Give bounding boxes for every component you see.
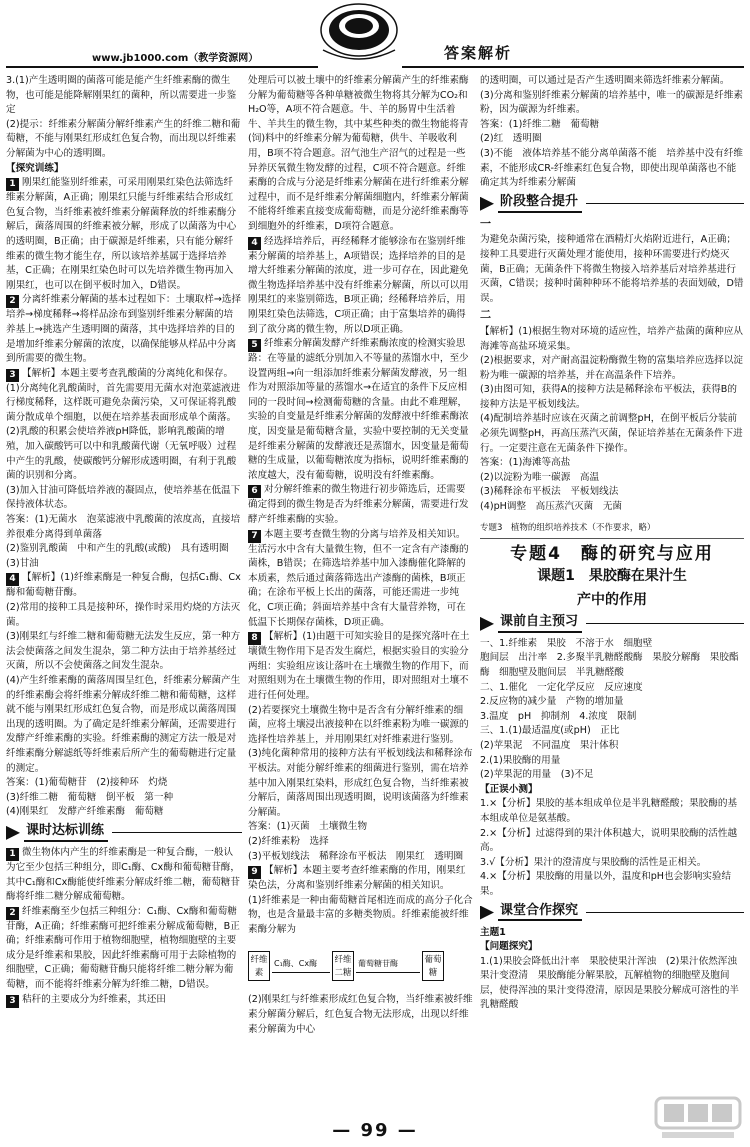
paragraph: (2)常用的接种工具是接种环，操作时采用灼烧的方法灭菌。	[6, 602, 241, 628]
question-number: 4	[6, 573, 19, 586]
answer-line: (4)刚果红 发酵产纤维素酶 葡萄糖	[6, 806, 164, 818]
paragraph: (1)纤维素是一种由葡萄糖首尾相连而成的高分子化合物，也是含量最丰富的多糖类物质。纤维素能被纤维素酶分解为	[248, 894, 473, 935]
paragraph: (3)加入甘油可降低培养液的凝固点，使培养基在低温下保持液体状态。	[6, 484, 241, 511]
answer-line: (3)平板划线法 稀释涂布平板法 刚果红 透明圈	[248, 850, 464, 862]
answer-text: 纤维素分解菌发酵产纤维素酶浓度的检测实验思路：在等量的滤纸分别加入不等量的蒸馏水中，至少设置两组→向一组添加纤维素分解菌发酵液，另一组作为对照添加等量的蒸馏水→在适宜的条件下反应相同的一段时间→检测葡萄糖的含量。由此不难理解，实验的自变量是纤维素分解菌的发酵液中纤维素酶浓度，因变量是葡萄糖含量，实验中要控制的无关变量是纤维素分解菌的发酵液还是蒸馏水，因变量是葡萄糖的生成量，以葡萄糖浓度为指标，说明纤维素酶的浓度越大，没有葡萄糖，说明没有纤维素酶。	[248, 338, 469, 481]
section-arrow-icon	[480, 906, 494, 920]
answer-text: 纤维素酶至少包括三种组分：C₁酶、Cx酶和葡萄糖苷酶，A正确；纤维素酶可把纤维素分解成葡萄糖，B正确；纤维素酶可作用于植物细胞壁，植物细胞壁的主要成分是纤维素和果胶，因此纤维素酶可用于去除植物的细胞壁，C正确；葡萄糖苷酶只能将纤维二糖分解为葡萄糖，而不能将纤维素分解为纤维二糖，D错误。	[6, 905, 240, 991]
paragraph: (2)若要探究土壤微生物中是否含有分解纤维素的细菌，应将土壤浸出液接种在以纤维素粉为唯一碳源的选择性培养基上，并用刚果红对纤维素进行鉴别。	[248, 704, 469, 745]
column-3	[480, 74, 747, 1124]
column-2	[248, 74, 474, 1124]
paragraph: (2)根据要求，对产耐高温淀粉酶微生物的富集培养应选择以淀粉为唯一碳源的培养基，并在高温条件下培养。	[480, 355, 744, 381]
question-number: 3	[6, 995, 19, 1008]
answer-line: (3)稀释涂布平板法 平板划线法	[480, 486, 619, 498]
subsection-label: 一	[480, 216, 491, 230]
question-number: 8	[248, 632, 261, 645]
lesson-heading-line-1: 课题1 果胶酶在果汁生	[537, 567, 687, 584]
answer-line: (2)鉴别乳酸菌 中和产生的乳酸(或酸) 具有透明圈 (3)甘油	[6, 543, 239, 569]
subsection-label: 主题1	[480, 926, 506, 938]
section-heading-text: 阶段整合提升	[498, 195, 582, 213]
question-number: 5	[248, 339, 261, 352]
paragraph: (2)苹果泥的用量 (3)不足	[480, 769, 594, 781]
answer-item	[6, 993, 242, 1008]
paragraph: (3)纯化菌种常用的接种方法有平板划线法和稀释涂布平板法。对能分解纤维素的细菌进行鉴别，需在培养基中加入刚果红染料，形成红色复合物，当纤维素被分解后，菌落周围出现透明圈，说明该菌落为纤维素分解菌。	[248, 748, 473, 818]
section-heading-text: 课堂合作探究	[498, 904, 582, 922]
section-label-zhengwu: 【正误小测】	[480, 783, 538, 795]
topic-note: 专题3 植物的组织培养技术（不作要求，略）	[480, 521, 744, 540]
answer-line: (3)不能 液体培养基不能分离单菌落不能 培养基中没有纤维素，不能形成CR-纤维素红色复合物，即使出现单菌落也不能确定其为纤维素分解菌	[480, 147, 744, 189]
answer-line: 答案：(1)灭菌 土壤微生物	[248, 821, 368, 833]
section-rule	[586, 623, 744, 624]
paragraph: (1)分离纯化乳酸菌时，首先需要用无菌水对泡菜滤液进行梯度稀释，这样既可避免杂菌污染，又可保证将乳酸菌分散成单个细胞，以便在培养基表面形成单个菌落。	[6, 382, 241, 423]
answer-item	[248, 528, 474, 631]
answer-line: (2)以淀粉为唯一碳源 高温	[480, 471, 600, 483]
paragraph: (4)配制培养基时应该在灭菌之前调整pH，在倒平板后分装前必须先调整pH，再高压蒸汽灭菌，保证培养基在无菌条件下进行。一定要注意在无菌条件下操作。	[480, 413, 743, 454]
diagram-arrow-label: C₁酶、Cx酶	[272, 957, 330, 973]
section-label-wenti: 【问题探究】	[480, 941, 538, 953]
diagram-box-cellulose: 纤维素	[248, 951, 270, 981]
answer-item	[248, 337, 474, 483]
paragraph: 处理后可以被土壤中的纤维素分解菌产生的纤维素酶分解为葡萄糖等各种单糖被微生物将其分解为CO₂和H₂O等，A项不符合题意。牛、羊的肠胃中生活着牛、羊共生的微生物，其中某些种类的微生物能将青(饲)料中的纤维素分解为葡萄糖，供牛、羊吸收利用，B项不符合题意。沼气池生产沼气的过程是一些异养厌氧微生物发酵的过程，C项不符合题意。纤维素酶的合成与分泌是纤维素分解菌在进行纤维素分解过程中，而不是纤维素分解菌细胞内，纤维素分解菌不能将纤维素直接变成葡萄糖，而是分泌纤维素酶等到细胞外的纤维素，D项符合题意。	[248, 75, 469, 232]
answer-text: 微生物体内产生的纤维素酶是一种复合酶，一般认为它至少包括三种组分，即C₁酶、Cx酶和葡萄糖苷酶，其中C₁酶和Cx酶能使纤维素分解成纤维二糖，葡萄糖苷酶将纤维二糖分解成葡萄糖。	[6, 846, 240, 903]
paragraph: (4)产生纤维素酶的菌落周围呈红色，纤维素分解菌产生的纤维素酶会将纤维素分解成纤维二糖和葡萄糖，这样就不能与刚果红形成红色复合物，而是形成以菌落周围出现的透明圈。为了确定是纤维素分解菌，还需要进行发酵产纤维素酶的实验。纤维素酶的测定方法一般是对纤维素酶分解滤纸等纤维素后所产生的葡萄糖进行定量的测定。	[6, 674, 241, 774]
answer-line: (3)纤维二糖 葡萄糖 倒平板 第一种	[6, 791, 174, 803]
question-number: 1	[6, 178, 19, 191]
topic-heading: 专题4 酶的研究与应用	[510, 544, 714, 565]
paragraph: (3)刚果红与纤维二糖和葡萄糖无法发生反应，第一种方法会使菌落之间发生混杂，第二种方法由于培养基经过灭菌，所以不会使菌落之间发生混杂。	[6, 631, 241, 672]
paragraph: (3)由图可知，获得A的接种方法是稀释涂布平板法，获得B的接种方法是平板划线法。	[480, 384, 737, 410]
answer-item	[6, 367, 242, 382]
answer-item	[248, 483, 474, 527]
paragraph: 4.×【分析】果胶酶的用量以外，温度和pH也会影响实验结果。	[480, 871, 732, 897]
paragraph: 2.反应物的减少量 产物的增加量	[480, 696, 624, 708]
paragraph: (2)乳酸的积累会使培养液pH降低，影响乳酸菌的增殖，加入碳酸钙可以中和乳酸菌代谢（无氧呼吸）过程中产生的乳酸，使碳酸钙分解形成透明圈，有利于乳酸菌的识别和分离。	[6, 426, 237, 482]
paragraph: 2.×【分析】过滤得到的果汁体积越大，说明果胶酶的活性越高。	[480, 827, 738, 854]
paragraph: 3.温度 pH 抑制剂 4.浓度 限制	[480, 710, 637, 722]
paragraph: 三、1.(1)最适温度(或pH) 正比	[480, 725, 620, 737]
section-rule	[586, 203, 744, 204]
answer-text: 经选择培养后，再经稀释才能够涂布在鉴别纤维素分解菌的培养基上，A项错误；选择培养的目的是增大纤维素分解菌的浓度，进一步可存在，因此避免微生物选择培养基中没有纤维素分解菌，所以可以用刚果红的来鉴别筛选，B项正确；经稀释培养后，用刚果红染色法筛选，C项正确；由于富集培养的确得到了欲分离的微生物，所以D项正确。	[248, 235, 469, 335]
header-rule-left	[6, 66, 318, 68]
answer-item	[248, 864, 474, 894]
paragraph: 一、1.纤维素 果胶 不溶于水 细胞壁	[480, 637, 653, 649]
answer-item	[248, 235, 474, 338]
cellulose-breakdown-diagram	[248, 943, 474, 987]
diagram-arrow-label: 葡萄糖苷酶	[356, 957, 420, 973]
answer-item	[6, 176, 242, 293]
section-heading-kt	[480, 903, 744, 923]
answer-line: (4)pH调整 高压蒸汽灭菌 无菌	[480, 501, 623, 513]
paragraph: 为避免杂菌污染，接种通常在酒精灯火焰附近进行，A正确；接种工具要进行灭菌处理才能使用，接种环需要进行灼烧灭菌，B正确；无菌条件下将微生物接入培养基后对培养基进行灭菌，C错误；接种时菌种种环不能将培养基的表面划破，D错误。	[480, 234, 744, 304]
answer-item	[6, 905, 242, 993]
question-number: 7	[248, 530, 261, 543]
answer-item	[6, 293, 242, 366]
question-number: 1	[6, 848, 19, 861]
header-title: 答案解析	[444, 44, 513, 62]
answer-item	[6, 571, 242, 601]
section-rule	[586, 912, 744, 913]
page-header	[0, 0, 750, 62]
paragraph: 胞间层 出汁率 2.多聚半乳糖醛酸酶 果胶分解酶 果胶酯酶 细胞壁及胞间层 半乳糖醛酸	[480, 652, 739, 678]
watermark-logo-icon	[654, 1094, 742, 1142]
paragraph: (2)苹果泥 不同温度 果汁体积	[480, 739, 619, 751]
paragraph: 二、1.催化 一定化学反应 反应速度	[480, 681, 643, 693]
diagram-box-cellobiose: 纤维二糖	[332, 951, 354, 981]
section-heading-text: 课时达标训练	[24, 824, 108, 842]
answer-item	[6, 846, 242, 905]
section-label-tanjiu: 【探究训练】	[6, 162, 64, 174]
answer-line: (2)红 透明圈	[480, 133, 542, 145]
paragraph: 1.×【分析】果胶的基本组成单位是半乳糖醛酸；果胶酶的基本组成单位是氨基酸。	[480, 798, 738, 824]
question-number: 9	[248, 866, 261, 879]
section-arrow-icon	[480, 617, 494, 631]
answer-text: 本题主要考查微生物的分离与培养及相关知识。生活污水中含有大量微生物，但不一定含有产漆酶的菌株，B错误；在筛选培养基中加入漆酶催化降解的本质素，然后通过菌落筛选出产漆酶的菌株，B项正确；在涂布平板上长出的菌落，可能还需进一步纯化，C项正确；斜面培养基中含有大量营养物，可在低温下长期保存菌株，D项正确。	[248, 528, 469, 628]
question-number: 4	[248, 237, 261, 250]
section-heading-text: 课前自主预习	[498, 615, 582, 633]
answer-text: 刚果红能鉴别纤维素，可采用刚果红染色法筛选纤维素分解菌，A正确；刚果红只能与纤维素结合形成红色复合物，当纤维素被纤维素分解菌释放的纤维素酶分解后，菌落周围的纤维素被分解，形成了以菌落为中心的透明圈，B正确；由于碳源是纤维素，只有能分解纤维素的微生物才能生存，所以该培养基属于选择培养基，C正确；在刚果红染色时可以先培养微生物再加入刚果红，也可以在倒平板时加入，D错误。	[6, 177, 237, 291]
paragraph: (2)提示：纤维素分解菌分解纤维素产生的纤维二糖和葡萄糖，不能与刚果红形成红色复合物，而出现以纤维素分解菌为中心的透明圈。	[6, 118, 241, 159]
page-number: — 99 —	[332, 1120, 418, 1141]
answer-line: 答案：(1)葡萄糖苷 (2)接种环 灼烧	[6, 777, 168, 789]
paragraph: 的透明圈，可以通过是否产生透明圈来筛选纤维素分解菌。	[480, 75, 730, 86]
section-rule	[112, 832, 242, 833]
answer-text: 【解析】(1)由题干可知实验目的是探究落叶在土壤微生物作用下是否发生腐烂，根据实验目的实验分两组：实验组应该让落叶在土壤微生物的作用下，而对照组则为在土壤微生物的作用，即对照组对土壤不进行任何处理。	[248, 631, 470, 701]
answer-text: 【解析】本题主要考查纤维素酶的作用，刚果红染色法，分离和鉴别纤维素分解菌的相关知识。	[248, 865, 466, 892]
section-arrow-icon	[6, 826, 20, 840]
answer-text: 【解析】(1)纤维素酶是一种复合酶，包括C₁酶、Cx酶和葡萄糖苷酶。	[6, 572, 241, 599]
subsection-label: 二	[480, 308, 491, 322]
answer-text: 【解析】本题主要考查乳酸菌的分离纯化和保存。	[22, 367, 234, 379]
publisher-logo-icon	[318, 2, 400, 64]
section-heading-keshi	[6, 823, 242, 843]
question-number: 2	[6, 295, 19, 308]
question-number: 3	[6, 369, 19, 382]
answer-item	[248, 630, 474, 703]
question-number: 2	[6, 907, 19, 920]
header-url: www.jb1000.com（教学资源网）	[92, 53, 259, 64]
paragraph: (3)分离和鉴别纤维素分解菌的培养基中，唯一的碳源是纤维素粉，因为碳源为纤维素。	[480, 89, 744, 116]
answer-line: 答案：(1)海滩等高盐	[480, 457, 571, 469]
answer-text: 秸秆的主要成分为纤维素，其还田	[22, 993, 166, 1005]
diagram-box-glucose: 葡萄糖	[422, 951, 444, 981]
answer-text: 对分解纤维素的微生物进行初步筛选后，还需要确定得到的微生物是否为纤维素分解菌，需要进行发酵产纤维素酶的实验。	[248, 484, 469, 526]
answer-line: 答案：(1)无菌水 泡菜滤液中乳酸菌的浓度高，直接培养很难分离得到单菌落	[6, 514, 241, 540]
page-footer	[0, 1120, 750, 1142]
answer-line: (2)纤维素粉 选择	[248, 835, 329, 847]
answer-text: 分离纤维素分解菌的基本过程如下：土壤取样→选择培养→梯度稀释→将样品涂布到鉴别纤维素分解菌的培养基上→挑选产生透明圈的菌落，其中选择培养的目的是增加纤维素分解菌的浓度，以确保能够从样品中分离到所需要的微生物。	[6, 294, 242, 365]
section-heading-jieduan	[480, 194, 744, 214]
paragraph: 2.(1)果胶酶的用量	[480, 754, 561, 766]
paragraph: 【解析】(1)根据生物对环境的适应性，培养产盐菌的菌种应从海滩等高盐环境采集。	[480, 325, 744, 352]
paragraph: (2)刚果红与纤维素形成红色复合物，当纤维素被纤维素分解菌分解后，红色复合物无法形成，出现以纤维素分解菌为中心	[248, 994, 473, 1035]
answer-line: 答案：(1)纤维二糖 葡萄糖	[480, 118, 600, 130]
header-rule-right	[402, 66, 744, 68]
question-number: 6	[248, 485, 261, 498]
section-arrow-icon	[480, 197, 494, 211]
column-1	[6, 74, 242, 1124]
paragraph: 1.(1)果胶会降低出汁率 果胶使果汁浑浊 (2)果汁依然浑浊 果汁变澄清 果胶酶能分解果胶，瓦解植物的细胞壁及胞间层，使得浑浊的果汁变得澄清，原因是果胶分解成可溶性的半乳糖醛酸	[480, 955, 747, 1011]
section-heading-kq	[480, 614, 744, 634]
paragraph: 3.(1)产生透明圈的菌落可能是能产生纤维素酶的微生物，也可能是能降解刚果红的菌种，所以需要进一步鉴定	[6, 75, 237, 116]
paragraph: 3.√【分析】果汁的澄清度与果胶酶的活性是正相关。	[480, 856, 707, 868]
lesson-heading-line-2: 产中的作用	[577, 591, 647, 608]
